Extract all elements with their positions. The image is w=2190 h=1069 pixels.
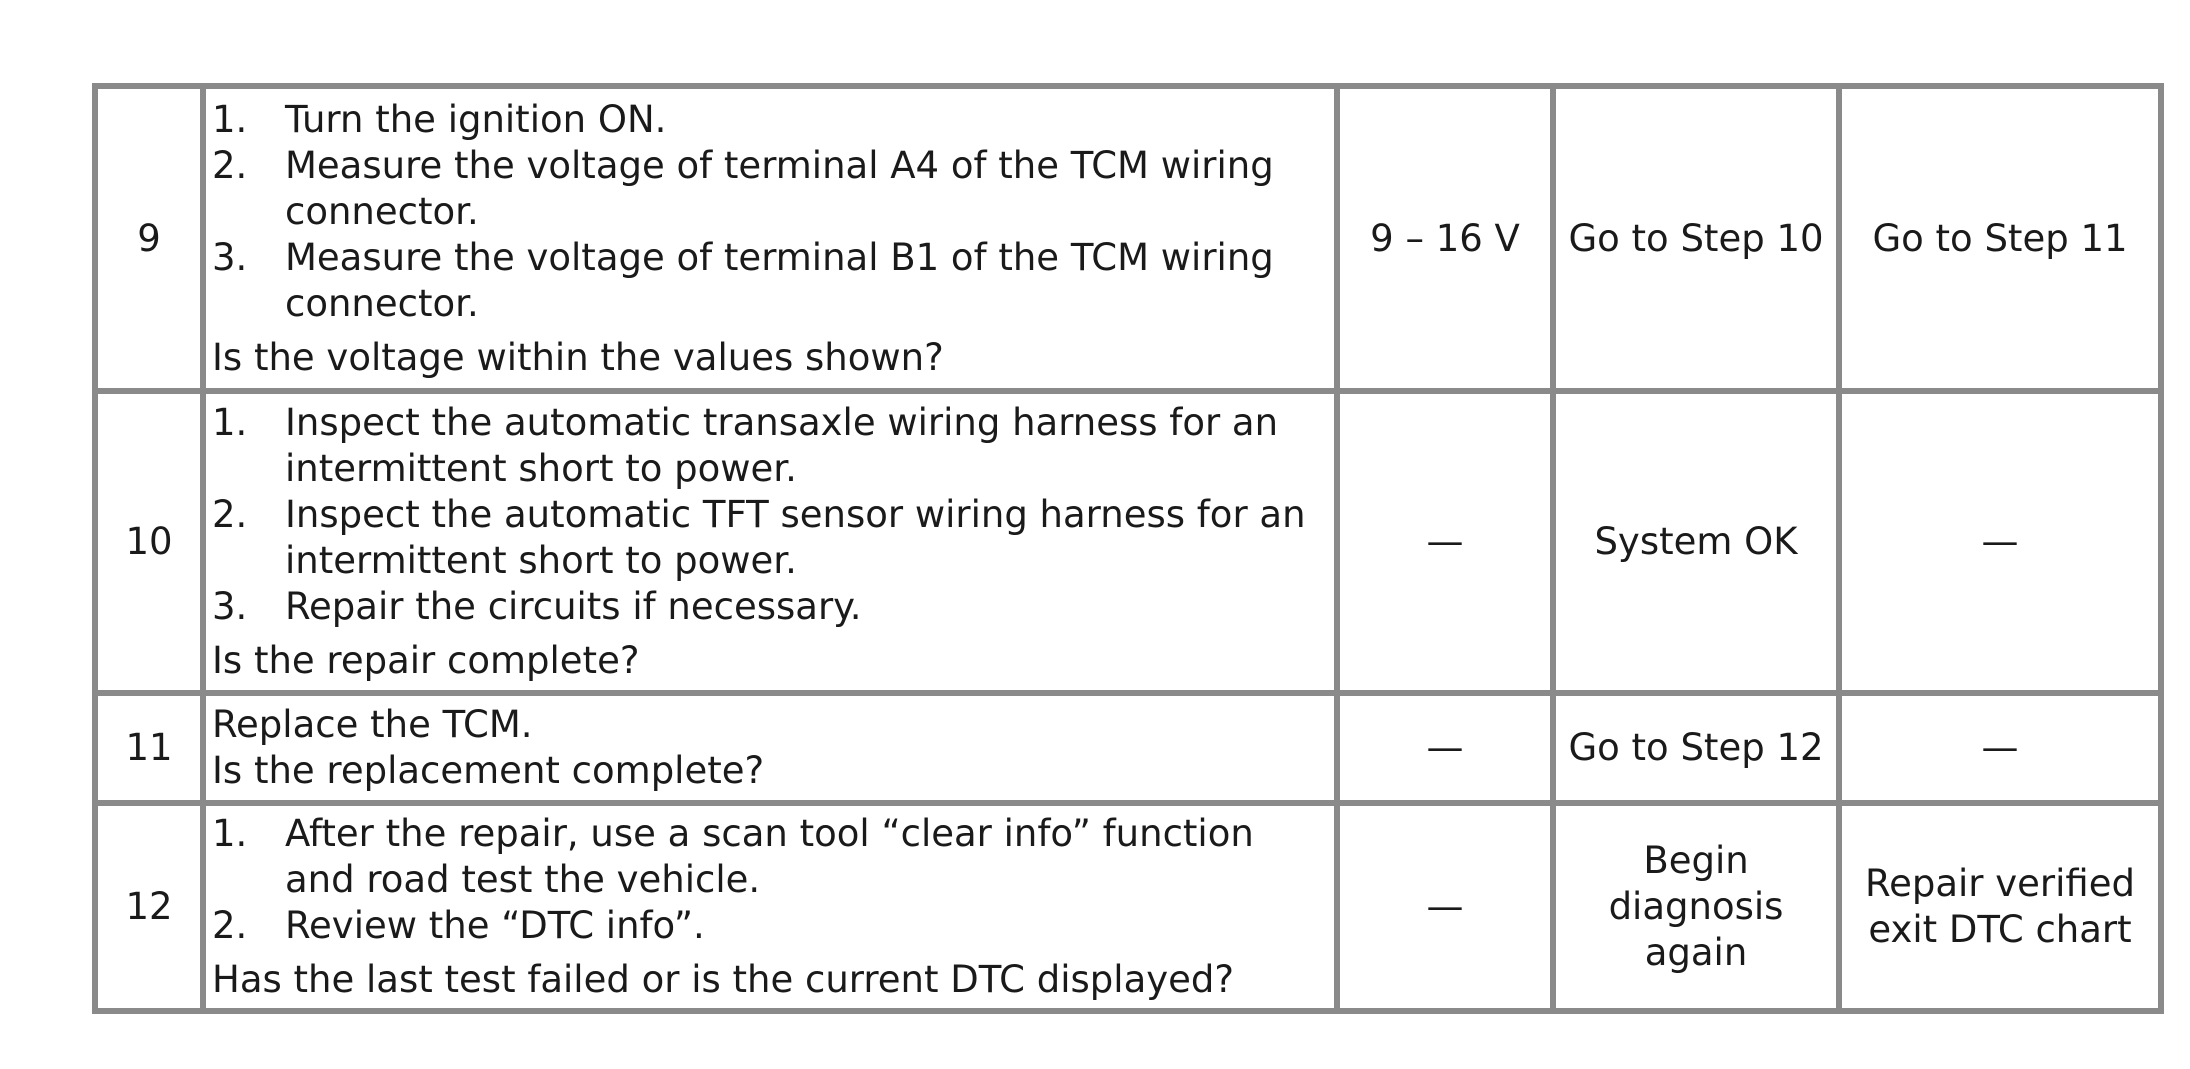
value-cell: — [1337,693,1553,803]
action-item [212,811,1328,903]
table-row [95,803,2161,1011]
action-item [212,584,1328,630]
action-item [212,143,1328,235]
action-list [212,811,1328,949]
yes-cell: Go to Step 10 [1553,86,1839,391]
action-item [212,400,1328,492]
action-list [212,400,1328,630]
table-row [95,391,2161,693]
table-row [95,86,2161,391]
action-text: Review the “DTC info”. [285,904,705,947]
question-text: Is the repair complete? [212,639,640,682]
action-text: Inspect the automatic transaxle wiring harness for an intermittent short to power. [285,401,1279,490]
action-item [212,903,1328,949]
no-cell: — [1839,391,2161,693]
action-cell [203,391,1337,693]
action-cell [203,693,1337,803]
action-list [212,97,1328,327]
action-line: Replace the TCM. [212,703,533,746]
action-number: 2. [212,143,248,187]
table-row [95,693,2161,803]
yes-cell: Go to Step 12 [1553,693,1839,803]
value-cell: — [1337,391,1553,693]
action-number: 2. [212,904,248,947]
step-number: 12 [95,803,203,1011]
question-text: Is the voltage within the values shown? [212,335,944,379]
action-text: Turn the ignition ON. [285,97,667,141]
action-text: After the repair, use a scan tool “clear info” function and road test the vehicle. [285,812,1254,901]
action-number: 3. [212,585,248,628]
question-text: Is the replacement complete? [212,749,765,792]
action-text: Measure the voltage of terminal A4 of the TCM wiring connector. [285,143,1274,233]
question-text: Has the last test failed or is the current DTC displayed? [212,958,1235,1001]
yes-cell: Begin diagnosis again [1553,803,1839,1011]
action-text: Inspect the automatic TFT sensor wiring harness for an intermittent short to power. [285,493,1306,582]
step-number: 10 [95,391,203,693]
yes-cell: System OK [1553,391,1839,693]
step-number: 11 [95,693,203,803]
action-item [212,235,1328,327]
value-cell: — [1337,803,1553,1011]
diagnostic-table [92,83,2164,1014]
action-item [212,492,1328,584]
action-number: 3. [212,235,248,279]
no-cell: — [1839,693,2161,803]
action-number: 1. [212,401,248,444]
value-cell: 9 – 16 V [1337,86,1553,391]
action-cell [203,86,1337,391]
no-cell: Go to Step 11 [1839,86,2161,391]
action-number: 1. [212,812,248,855]
action-number: 1. [212,97,248,141]
no-cell: Repair verified exit DTC chart [1839,803,2161,1011]
step-number: 9 [95,86,203,391]
action-number: 2. [212,493,248,536]
action-item [212,97,1328,143]
action-cell [203,803,1337,1011]
action-text: Repair the circuits if necessary. [285,585,862,628]
action-text: Measure the voltage of terminal B1 of the TCM wiring connector. [285,235,1274,325]
